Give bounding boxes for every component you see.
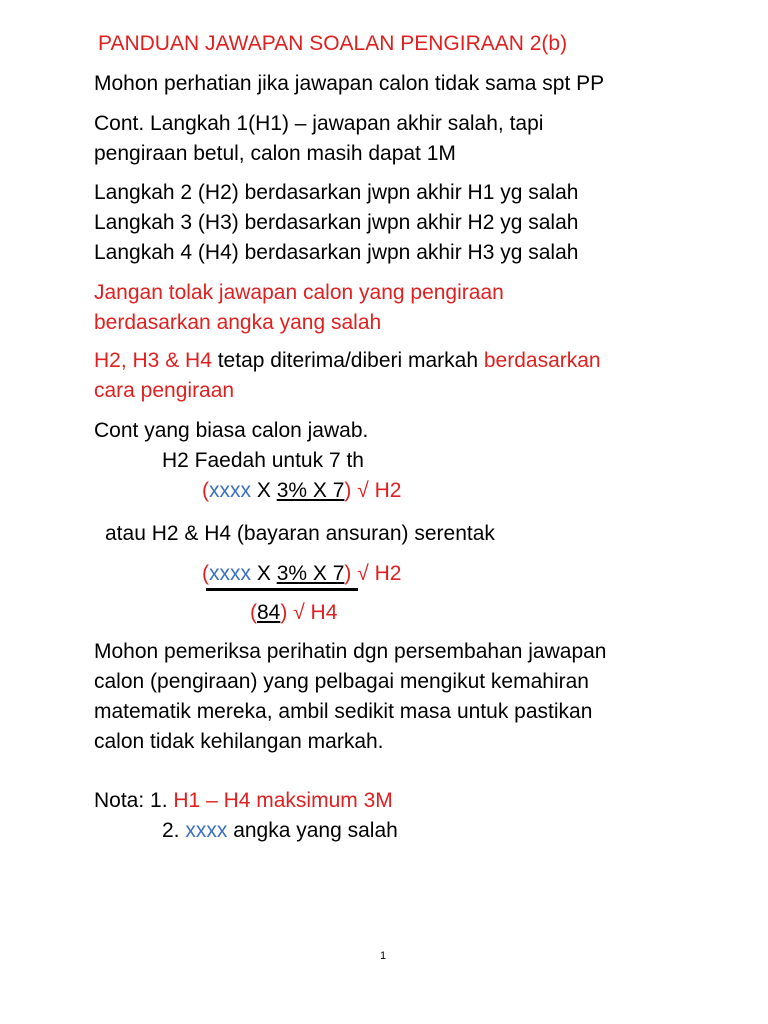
accept-middle: tetap diterima/diberi markah (211, 349, 484, 372)
example1-label: H2 Faedah untuk 7 th (162, 449, 364, 472)
mark-h4: √ H4 (287, 601, 338, 624)
accept-line-2: cara pengiraan (94, 379, 235, 402)
accept-line-1 (94, 350, 601, 371)
warning-line-2: berdasarkan angka yang salah (94, 311, 382, 334)
plea-line-2: calon (pengiraan) yang pelbagai mengikut kemahiran (94, 670, 589, 693)
step-line-2: Langkah 2 (H2) berdasarkan jwpn akhir H1 yg salah (94, 181, 579, 204)
plea-line-3: matematik mereka, ambil sedikit masa untuk pastikan (94, 700, 593, 723)
mark-h2: √ H2 (351, 562, 402, 585)
step-line-4: Langkah 4 (H4) berdasarkan jwpn akhir H3 yg salah (94, 241, 579, 264)
rate-expression: 3% X 7 (276, 562, 345, 585)
warning-line-1: Jangan tolak jawapan calon yang pengiraan (94, 281, 504, 304)
mark-h2: √ H2 (351, 479, 402, 502)
example1-expression: (xxxx X 3% X 7) √ H2 (202, 479, 402, 502)
nota-label: Nota: 1. (94, 789, 174, 812)
step-line-3: Langkah 3 (H3) berdasarkan jwpn akhir H2 yg salah (94, 211, 579, 234)
example2-expression: (xxxx X 3% X 7) √ H2 (202, 562, 402, 585)
nota-xxxx: xxxx (185, 819, 228, 842)
wrong-number-placeholder: xxxx (209, 562, 251, 585)
cont-step-line-2: pengiraan betul, calon masih dapat 1M (94, 142, 456, 165)
nota-line-1 (94, 790, 393, 811)
wrong-number-placeholder: xxxx (209, 479, 251, 502)
division-line (206, 588, 358, 591)
accept-tail: berdasarkan (483, 349, 601, 372)
cont-step-line-1: Cont. Langkah 1(H1) – jawapan akhir salah, tapi (94, 112, 544, 135)
accept-h-list: H2, H3 & H4 (94, 349, 212, 372)
plea-line-4: calon tidak kehilangan markah. (94, 730, 384, 753)
nota-line-2: 2. xxxx angka yang salah (162, 819, 398, 842)
atau-line: atau H2 & H4 (bayaran ansuran) serentak (105, 522, 495, 545)
rate-expression: 3% X 7 (276, 479, 345, 502)
h4-result: (84) √ H4 (250, 601, 338, 624)
page-title: PANDUAN JAWAPAN SOALAN PENGIRAAN 2(b) (98, 32, 568, 55)
nota-item-1: H1 – H4 maksimum 3M (173, 789, 393, 812)
example-heading: Cont yang biasa calon jawab. (94, 419, 369, 442)
nota-item-2: angka yang salah (227, 819, 398, 842)
plea-line-1: Mohon pemeriksa perihatin dgn persembahan jawapan (94, 640, 607, 663)
intro-text: Mohon perhatian jika jawapan calon tidak sama spt PP (94, 72, 605, 95)
h4-value: 84 (257, 601, 281, 624)
page-number: 1 (380, 950, 387, 962)
